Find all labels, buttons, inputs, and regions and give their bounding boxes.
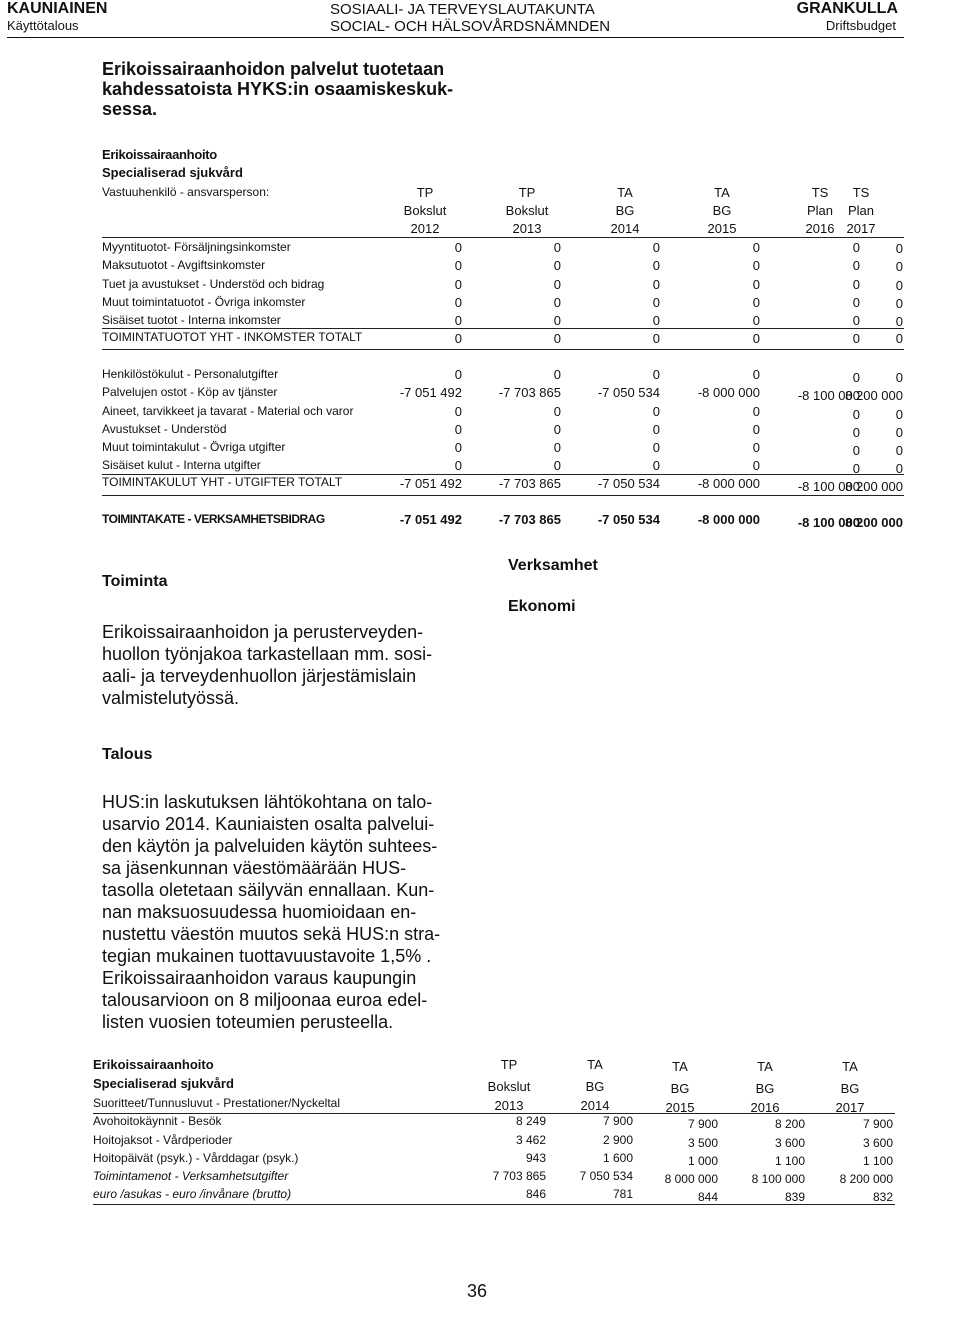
cell-value: 0 [454, 458, 462, 473]
cell-value: 8 000 000 [664, 1172, 718, 1186]
margin-value: -8 100 000 [797, 515, 860, 530]
row-label: Sisäiset tuotot - Interna inkomster [102, 313, 281, 327]
cell-value: 0 [895, 461, 903, 476]
table2-header-label: Suoritteet/Tunnusluvut - Prestationer/Nyckeltal [93, 1096, 341, 1110]
total-value: -7 703 865 [498, 476, 561, 491]
column-year: 2015 [707, 221, 737, 236]
cell-value: 0 [652, 240, 660, 255]
municipality-name: KAUNIAINEN [7, 0, 108, 17]
cell-value: 1 600 [602, 1151, 633, 1165]
cell-value: 0 [752, 458, 760, 473]
row-label: Muut toimintatuotot - Övriga inkomster [102, 295, 306, 309]
cell-value: 0 [895, 241, 903, 256]
cell-value: 0 [553, 277, 561, 292]
row-label: Toimintamenot - Verksamhetsutgifter [93, 1169, 289, 1183]
total-value: -7 051 492 [399, 476, 462, 491]
intro-text: Erikoissairaanhoidon palvelut tuotetaan kahdessatoista HYKS:in osaamiskeskuk- sessa. [102, 59, 454, 119]
cell-value: 7 900 [602, 1114, 633, 1128]
column-type: TS [852, 185, 870, 200]
budget-type-fi: Käyttötalous [7, 18, 79, 33]
row-label: Hoitopäivät (psyk.) - Vårddagar (psyk.) [93, 1151, 299, 1165]
row-label: Palvelujen ostot - Köp av tjänster [102, 385, 278, 399]
cell-value: 0 [652, 422, 660, 437]
bottom-rule [93, 1204, 895, 1205]
margin-value: -7 703 865 [498, 512, 561, 527]
column-year: 2017 [835, 1100, 865, 1115]
cell-value: 0 [752, 404, 760, 419]
cell-value: 3 500 [687, 1136, 718, 1150]
column-kind: Plan [847, 203, 875, 218]
committee-name-sv: SOCIAL- OCH HÄLSOVÅRDSNÄMNDEN [330, 18, 611, 35]
cell-value: 0 [454, 367, 462, 382]
cell-value: 0 [752, 258, 760, 273]
column-type: TA [587, 1057, 603, 1072]
cell-value: 0 [553, 313, 561, 328]
cell-value: 846 [525, 1187, 546, 1201]
column-type: TP [416, 185, 434, 200]
column-kind: Bokslut [505, 203, 549, 218]
cell-value: 0 [454, 404, 462, 419]
margin-value: -7 051 492 [399, 512, 462, 527]
responsible-person-label: Vastuuhenkilö - ansvarsperson: [102, 185, 270, 199]
cell-value: 0 [652, 404, 660, 419]
cell-value: 0 [852, 313, 860, 328]
column-year: 2014 [610, 221, 640, 236]
cell-value: 0 [895, 443, 903, 458]
row-label: Hoitojaksot - Vårdperioder [93, 1133, 233, 1147]
column-kind: Bokslut [403, 203, 447, 218]
row-label: Maksutuotot - Avgiftsinkomster [102, 258, 266, 272]
cell-value: 0 [454, 295, 462, 310]
cell-value: 0 [454, 313, 462, 328]
row-label: Muut toimintakulut - Övriga utgifter [102, 440, 286, 454]
total-value: 0 [553, 331, 561, 346]
cell-value: 0 [553, 458, 561, 473]
cell-value: 7 703 865 [492, 1169, 546, 1183]
total-value: -7 050 534 [597, 476, 660, 491]
cell-value: 0 [852, 443, 860, 458]
cell-value: 0 [553, 240, 561, 255]
cell-value: 0 [553, 295, 561, 310]
row-label: Avustukset - Understöd [102, 422, 227, 436]
cell-value: 0 [852, 295, 860, 310]
cell-value: 0 [454, 422, 462, 437]
cell-value: 0 [895, 314, 903, 329]
table2-subtitle: Specialiserad sjukvård [93, 1076, 234, 1091]
total-rule [102, 495, 904, 496]
cell-value: 3 462 [515, 1133, 546, 1147]
total-value: 8 200 000 [845, 479, 903, 494]
cell-value: 0 [454, 277, 462, 292]
column-kind: BG [585, 1079, 605, 1094]
margin-value: 8 200 000 [845, 515, 903, 530]
cell-value: 0 [852, 461, 860, 476]
cell-value: 839 [784, 1190, 805, 1204]
cell-value: 0 [852, 370, 860, 385]
cell-value: -8 100 000 [797, 388, 860, 403]
cell-value: 0 [752, 367, 760, 382]
column-type: TA [714, 185, 730, 200]
column-year: 2016 [805, 221, 835, 236]
page-number: 36 [467, 1281, 488, 1301]
cell-value: 8 200 000 [845, 388, 903, 403]
column-kind: BG [615, 203, 635, 218]
cell-value: 0 [752, 277, 760, 292]
cell-value: 0 [852, 258, 860, 273]
column-type: TA [617, 185, 633, 200]
column-year: 2017 [846, 221, 876, 236]
header-divider [7, 37, 904, 38]
table-title: Erikoissairaanhoito [102, 147, 217, 162]
column-type: TA [842, 1059, 858, 1074]
cell-value: 8 249 [515, 1114, 546, 1128]
row-label: Tuet ja avustukset - Understöd och bidrag [102, 277, 325, 291]
cell-value: 7 900 [862, 1117, 893, 1131]
column-year: 2013 [494, 1098, 524, 1113]
talous-heading: Talous [102, 746, 153, 763]
cell-value: -7 703 865 [498, 385, 561, 400]
column-kind: Plan [806, 203, 834, 218]
column-type: TA [757, 1059, 773, 1074]
cell-value: 0 [895, 259, 903, 274]
cell-value: 0 [752, 313, 760, 328]
talous-text: HUS:in laskutuksen lähtökohtana on talo- usarvio 2014. Kauniaisten osalta palvelui- den käytön ja palveluiden käytön suhtees- sa jäsenkunnan väestömäärään HUS- tasolla oletetaan säilyvän ennallaan. Kun- nan maksuosuudessa huomioidaan en- nustettu väestön muutos sekä HUS:n stra- tegian mukainen tuottavuustavoite 1,5% . Erikoissairaanhoidon varaus kaupungin talousarvioon on 8 miljoonaa euroa edel- listen vuosien toteumien perusteella. [102, 792, 441, 1032]
cell-value: 0 [454, 258, 462, 273]
row-label: Myyntituotot- Försäljningsinkomster [102, 240, 291, 254]
table2-title: Erikoissairaanhoito [93, 1057, 214, 1072]
cell-value: 7 050 534 [579, 1169, 633, 1183]
column-year: 2013 [512, 221, 542, 236]
cell-value: 8 200 000 [839, 1172, 893, 1186]
cell-value: 0 [652, 458, 660, 473]
cell-value: 0 [895, 407, 903, 422]
cell-value: 8 200 [774, 1117, 805, 1131]
table-subtitle: Specialiserad sjukvård [102, 165, 243, 180]
total-value: -8 000 000 [697, 476, 760, 491]
cell-value: 0 [852, 407, 860, 422]
total-rule [102, 349, 904, 350]
subtotal-rule [102, 328, 904, 329]
column-kind: BG [670, 1081, 690, 1096]
cell-value: 7 900 [687, 1117, 718, 1131]
cell-value: 0 [752, 240, 760, 255]
column-year: 2016 [750, 1100, 780, 1115]
cell-value: 781 [612, 1187, 633, 1201]
cell-value: 0 [454, 240, 462, 255]
cell-value: 0 [895, 425, 903, 440]
cell-value: 0 [752, 440, 760, 455]
cell-value: 0 [652, 440, 660, 455]
row-label: Avohoitokäynnit - Besök [93, 1114, 222, 1128]
toiminta-heading: Toiminta [102, 573, 168, 590]
cell-value: 0 [895, 278, 903, 293]
cell-value: 3 600 [862, 1136, 893, 1150]
total-value: 0 [454, 331, 462, 346]
cell-value: 0 [652, 295, 660, 310]
cell-value: 0 [652, 313, 660, 328]
cell-value: 832 [872, 1190, 893, 1204]
column-year: 2014 [580, 1098, 610, 1113]
cell-value: 0 [652, 277, 660, 292]
cell-value: 0 [652, 367, 660, 382]
cell-value: 0 [553, 404, 561, 419]
toiminta-text: Erikoissairaanhoidon ja perusterveyden- huollon työnjakoa tarkastellaan mm. sosi- aali- ja terveydenhuollon järjestämislain valmistelutyössä. [102, 622, 433, 708]
column-type: TP [500, 1057, 518, 1072]
cell-value: 1 100 [862, 1154, 893, 1168]
cell-value: 0 [553, 258, 561, 273]
cell-value: 3 600 [774, 1136, 805, 1150]
cell-value: 2 900 [602, 1133, 633, 1147]
row-label: Aineet, tarvikkeet ja tavarat - Material och varor [102, 404, 354, 418]
budget-type-sv: Driftsbudget [825, 18, 896, 33]
total-value: -8 100 000 [797, 479, 860, 494]
cell-value: 844 [697, 1190, 718, 1204]
header-rule [102, 237, 904, 238]
total-row-label: TOIMINTATUOTOT YHT - INKOMSTER TOTALT [102, 330, 363, 344]
row-label: Henkilöstökulut - Personalutgifter [102, 367, 279, 381]
cell-value: -7 051 492 [399, 385, 462, 400]
cell-value: 0 [895, 296, 903, 311]
column-kind: BG [712, 203, 732, 218]
cell-value: 0 [553, 440, 561, 455]
column-type: TP [518, 185, 536, 200]
column-year: 2012 [410, 221, 440, 236]
cell-value: 1 100 [774, 1154, 805, 1168]
cell-value: -8 000 000 [697, 385, 760, 400]
ekonomi-heading: Ekonomi [508, 598, 576, 615]
total-value: 0 [895, 331, 903, 346]
cell-value: 0 [852, 240, 860, 255]
cell-value: 0 [895, 370, 903, 385]
margin-row-label: TOIMINTAKATE - VERKSAMHETSBIDRAG [102, 512, 325, 526]
cell-value: -7 050 534 [597, 385, 660, 400]
cell-value: 943 [525, 1151, 546, 1165]
margin-value: -7 050 534 [597, 512, 660, 527]
cell-value: 1 000 [687, 1154, 718, 1168]
row-label: Sisäiset kulut - Interna utgifter [102, 458, 261, 472]
municipality-name-sv: GRANKULLA [796, 0, 898, 17]
cell-value: 0 [852, 277, 860, 292]
cell-value: 0 [852, 425, 860, 440]
column-type: TA [672, 1059, 688, 1074]
column-kind: BG [840, 1081, 860, 1096]
total-value: 0 [652, 331, 660, 346]
cell-value: 8 100 000 [751, 1172, 805, 1186]
cell-value: 0 [454, 440, 462, 455]
total-row-label: TOIMINTAKULUT YHT - UTGIFTER TOTALT [102, 475, 343, 489]
column-year: 2015 [665, 1100, 695, 1115]
margin-value: -8 000 000 [697, 512, 760, 527]
column-type: TS [811, 185, 829, 200]
cell-value: 0 [553, 367, 561, 382]
cell-value: 0 [752, 295, 760, 310]
total-value: 0 [752, 331, 760, 346]
row-label: euro /asukas - euro /invånare (brutto) [93, 1187, 292, 1201]
cell-value: 0 [652, 258, 660, 273]
column-kind: Bokslut [487, 1079, 531, 1094]
cell-value: 0 [553, 422, 561, 437]
committee-name-fi: SOSIAALI- JA TERVEYSLAUTAKUNTA [330, 1, 595, 18]
column-kind: BG [755, 1081, 775, 1096]
cell-value: 0 [752, 422, 760, 437]
verksamhet-heading: Verksamhet [508, 557, 598, 574]
total-value: 0 [852, 331, 860, 346]
